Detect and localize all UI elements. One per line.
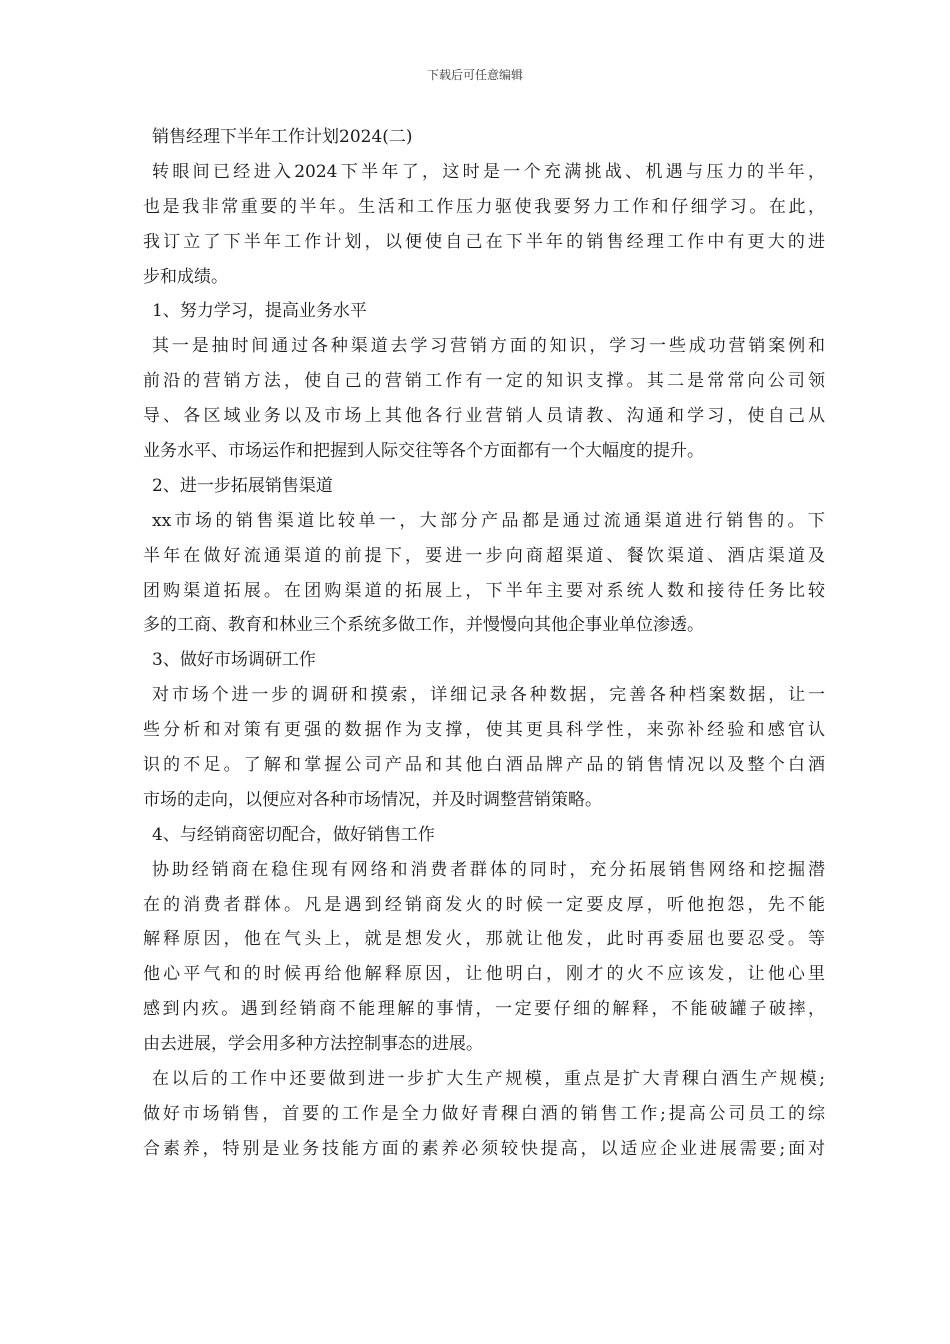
text-line: 做好市场销售，首要的工作是全力做好青稞白酒的销售工作;提高公司员工的综 [143, 1103, 825, 1124]
text-line: 前沿的营销方法，使自己的营销工作有一定的知识支撑。其二是常常向公司领 [143, 371, 825, 392]
text-line: 半年在做好流通渠道的前提下，要进一步向商超渠道、餐饮渠道、酒店渠道及 [143, 545, 825, 566]
text-line: 由去进展，学会用多种方法控制事态的进展。 [143, 1034, 483, 1055]
document-title: 销售经理下半年工作计划2024(二) [152, 127, 413, 147]
text-line: 些分析和对策有更强的数据作为支撑，使其更具科学性，来弥补经验和感官认 [143, 720, 825, 741]
text-line: 我订立了下半年工作计划，以便使自己在下半年的销售经理工作中有更大的进 [143, 231, 825, 252]
text-line: 4、与经销商密切配合，做好销售工作 [152, 824, 435, 845]
text-line: 1、努力学习，提高业务水平 [152, 301, 367, 322]
document-body [143, 120, 825, 1167]
text-line: xx市场的销售渠道比较单一，大部分产品都是通过流通渠道进行销售的。下 [152, 510, 825, 531]
text-line: 多的工商、教育和林业三个系统多做工作，并慢慢向其他企事业单位渗透。 [143, 615, 704, 636]
text-line: 协助经销商在稳住现有网络和消费者群体的同时，充分拓展销售网络和挖掘潜 [152, 859, 825, 880]
text-line: 解释原因，他在气头上，就是想发火，那就让他发，此时再委屈也要忍受。等 [143, 929, 825, 950]
text-line: 转眼间已经进入2024下半年了，这时是一个充满挑战、机遇与压力的半年， [152, 161, 825, 182]
text-line: 在的消费者群体。凡是遇到经销商发火的时候一定要皮厚，听他抱怨，先不能 [143, 894, 825, 915]
text-line: 团购渠道拓展。在团购渠道的拓展上，下半年主要对系统人数和接待任务比较 [143, 580, 825, 601]
text-line: 业务水平、市场运作和把握到人际交往等各个方面都有一个大幅度的提升。 [143, 441, 704, 462]
page-header-note: 下载后可任意编辑 [426, 68, 523, 82]
text-line: 步和成绩。 [143, 266, 228, 287]
text-line: 市场的走向，以便应对各种市场情况，并及时调整营销策略。 [143, 789, 602, 810]
text-line: 也是我非常重要的半年。生活和工作压力驱使我要努力工作和仔细学习。在此， [143, 196, 825, 217]
text-line: 其一是抽时间通过各种渠道去学习营销方面的知识，学习一些成功营销案例和 [152, 336, 825, 357]
text-line: 感到内疚。遇到经销商不能理解的事情，一定要仔细的解释，不能破罐子破摔， [143, 999, 825, 1020]
text-line: 在以后的工作中还要做到进一步扩大生产规模，重点是扩大青稞白酒生产规模; [152, 1069, 825, 1090]
text-line: 3、做好市场调研工作 [152, 650, 316, 671]
text-line: 合素养，特别是业务技能方面的素养必须较快提高，以适应企业进展需要;面对 [143, 1138, 825, 1159]
text-line: 导、各区域业务以及市场上其他各行业营销人员请教、沟通和学习，使自己从 [143, 406, 825, 427]
text-line: 2、进一步拓展销售渠道 [152, 475, 333, 496]
text-line: 他心平气和的时候再给他解释原因，让他明白，刚才的火不应该发，让他心里 [143, 964, 825, 985]
text-line: 对市场个进一步的调研和摸索，详细记录各种数据，完善各种档案数据，让一 [152, 685, 825, 706]
text-line: 识的不足。了解和掌握公司产品和其他白酒品牌产品的销售情况以及整个白酒 [143, 755, 825, 776]
